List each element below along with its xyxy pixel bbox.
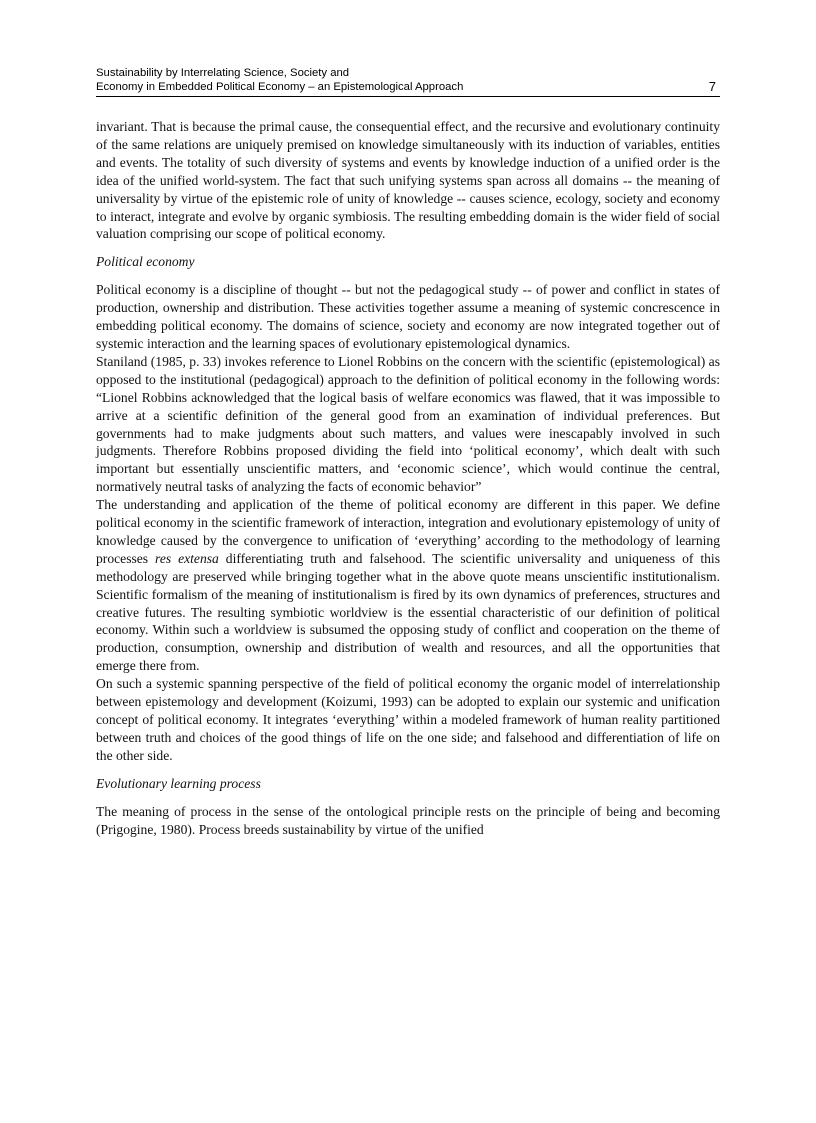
header-title bbox=[96, 67, 720, 94]
paragraph-4-italic-term: res extensa bbox=[155, 550, 219, 566]
paragraph-3: Staniland (1985, p. 33) invokes reference to Lionel Robbins on the concern with the scientific (epistemological) as opposed to the institutional (pedagogical) approach to the definition of political economy in the following words: “Lionel Robbins acknowledged that the logical basis of welfare economics was flawed, that it was impossible to arrive at a scientific definition of the general good from an examination of individual preferences. But governments had to make judgments about such matters, and values were inescapably involved in such judgments. Therefore Robbins proposed dividing the field into ‘political economy’, which dealt with such important but essentially unscientific matters, and ‘economic science’, which would continue the central, normatively neutral tasks of analyzing the facts of economic behavior” bbox=[96, 353, 720, 495]
section-heading-evolutionary-learning: Evolutionary learning process bbox=[96, 775, 261, 791]
paragraph-1: invariant. That is because the primal cause, the consequential effect, and the recursive and evolutionary continuity of the same relations are uniquely premised on knowledge simultaneously with its induction of variables, entities and events. The totality of such diversity of systems and events by knowledge induction of a unified order is the idea of the unified world-system. The fact that such unifying systems span across all domains -- the meaning of universality by virtue of the epistemic role of unity of knowledge -- causes science, ecology, society and economy to interact, integrate and evolve by organic symbiosis. The resulting embedding domain is the wider field of social valuation comprising our scope of political economy. bbox=[96, 119, 720, 242]
paragraph-4-part-2: differentiating truth and falsehood. The scientific universality and uniqueness of this methodology are preserved while bringing together what in the above quote means unscientific institutionalism. Scientific formalism of the meaning of institutionalism is fired by its own dynamics of preferences, structures and creative futures. The resulting symbiotic worldview is the essential characteristic of our definition of political economy. Within such a worldview is subsumed the opposing study of conflict and cooperation on the theme of production, consumption, ownership and distribution of wealth and resources, and all the opportunities that emerge there from. bbox=[96, 550, 721, 674]
paragraph-4 bbox=[96, 496, 720, 675]
running-header bbox=[96, 67, 720, 97]
paragraph-2: Political economy is a discipline of thought -- but not the pedagogical study -- of power and conflict in states of production, ownership and distribution. These activities together assume a meaning of systemic concrescence in embedding political economy. The domains of science, society and economy are now integrated together out of systemic interaction and the learning spaces of evolutionary epistemological dynamics. bbox=[96, 282, 720, 351]
section-heading-political-economy: Political economy bbox=[96, 254, 195, 270]
page-number: 7 bbox=[708, 79, 716, 94]
header-title-line-2: Economy in Embedded Political Economy – an Epistemological Approach bbox=[96, 80, 464, 93]
paragraph-6: The meaning of process in the sense of the ontological principle rests on the principle of being and becoming (Prigogine, 1980). Process breeds sustainability by virtue of the unified bbox=[96, 803, 720, 837]
paragraph-5: On such a systemic spanning perspective of the field of political economy the organic model of interrelationship between epistemology and development (Koizumi, 1993) can be adopted to explain our systemic and unification concept of political economy. It integrates ‘everything’ within a modeled framework of human reality partitioned between truth and choices of the good things of life on the one side; and falsehood and differentiation of life on the other side. bbox=[96, 676, 720, 763]
body-text bbox=[96, 118, 720, 838]
header-title-line-1: Sustainability by Interrelating Science, Society and bbox=[96, 67, 350, 79]
paragraph-4-part-1: The understanding and application of the theme of political economy are different in this paper. We define political economy in the scientific framework of interaction, integration and evolutionary epistemology of unity of knowledge caused by the convergence to unification of ‘everything’ according to the methodology of learning processes bbox=[96, 497, 720, 566]
